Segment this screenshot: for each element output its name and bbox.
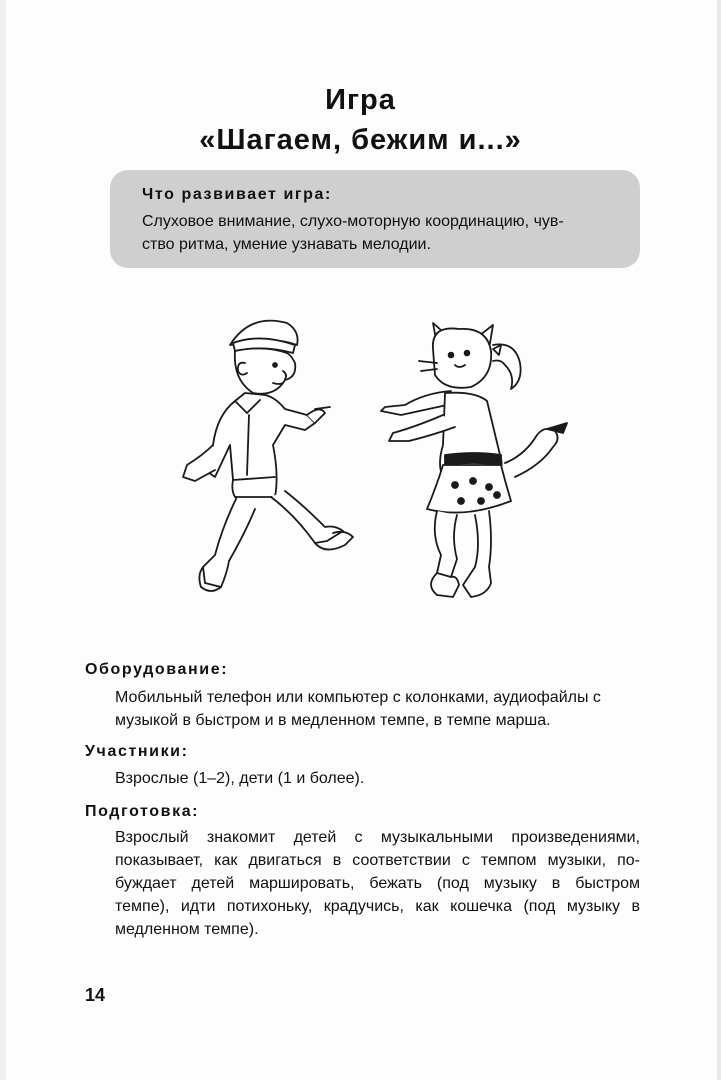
boy-figure — [183, 321, 353, 591]
participants-text — [115, 767, 640, 790]
page-edge-shadow — [717, 0, 721, 1080]
development-line-1: Слуховое внимание, слухо-моторную координацию, чув- — [142, 213, 564, 230]
preparation-line: Взрослый знакомит детей с музыкальными произведениями, — [115, 829, 640, 846]
equipment-line-2: музыкой в быстром и в медленном темпе, в темпе марша. — [115, 712, 551, 729]
equipment-line-1: Мобильный телефон или компьютер с колонками, аудиофайлы с — [115, 689, 601, 706]
preparation-text — [115, 826, 640, 941]
equipment-text — [115, 686, 640, 732]
participants-line-1: Взрослые (1–2), дети (1 и более). — [115, 770, 365, 787]
girl-figure — [381, 323, 567, 597]
participants-heading: Участники: — [85, 743, 189, 760]
preparation-line: медленном темпе). — [115, 921, 259, 938]
preparation-line: показывает, как двигаться в соответствии с темпом музыки, по- — [115, 852, 640, 869]
preparation-line: буждает детей маршировать, бежать (под музыку в быстром — [115, 875, 640, 892]
development-heading: Что развивает игра: — [142, 186, 332, 203]
title-line-2: «Шагаем, бежим и...» — [199, 124, 522, 156]
development-box — [110, 170, 640, 268]
children-illustration — [175, 305, 595, 615]
page-number: 14 — [85, 985, 106, 1005]
page-title — [0, 80, 721, 160]
preparation-line: темпе), идти потихоньку, крадучись, как кошечка (под музыку в — [115, 898, 640, 915]
preparation-heading: Подготовка: — [85, 803, 200, 820]
page-edge-shadow — [0, 0, 6, 1080]
title-line-1: Игра — [325, 84, 396, 116]
development-line-2: ство ритма, умение узнавать мелодии. — [142, 236, 431, 253]
development-text — [142, 210, 622, 256]
equipment-heading: Оборудование: — [85, 661, 229, 678]
